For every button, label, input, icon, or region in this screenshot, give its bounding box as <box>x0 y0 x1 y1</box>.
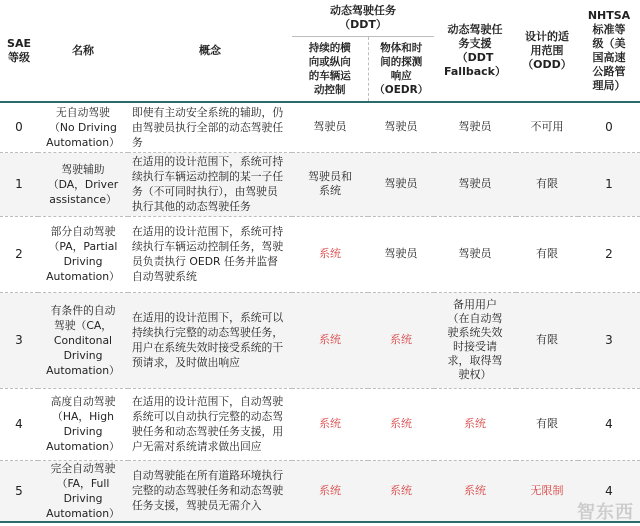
row-nhtsa: 0 <box>605 120 613 135</box>
col-odd: 设计的适 用范围 （ODD） <box>522 29 572 71</box>
row-fallback: 驾驶员 <box>434 152 516 216</box>
table-row <box>0 460 640 522</box>
row-level: 4 <box>0 388 38 460</box>
row-nhtsa: 1 <box>578 152 640 216</box>
row-fallback: 驾驶员 <box>434 216 516 292</box>
table-row <box>0 388 640 460</box>
row-oedr: 系统 <box>368 460 434 522</box>
row-fallback: 驾驶员 <box>458 120 492 134</box>
row-name: 无自动驾驶 （No Driving Automation） <box>46 105 120 149</box>
row-nhtsa: 4 <box>578 388 640 460</box>
row-nhtsa: 2 <box>578 216 640 292</box>
row-name: 驾驶辅助 （DA，Driver assistance） <box>38 152 128 216</box>
row-concept: 即使有主动安全系统的辅助，仍 由驾驶员执行全部的动态驾驶任 务 <box>132 105 284 149</box>
row-oedr: 系统 <box>368 292 434 388</box>
table-row <box>0 216 640 292</box>
col-ddt-motion-control: 持续的横 向或纵向 的车辆运 动控制 <box>308 41 351 96</box>
row-name: 高度自动驾驶 （HA，High Driving Automation） <box>38 388 128 460</box>
row-odd: 不可用 <box>530 120 564 134</box>
row-motion-control: 驾驶员和 系统 <box>292 152 368 216</box>
row-fallback: 备用用户 （在自动驾 驶系统失效 时接受请 求，取得驾 驶权） <box>434 292 516 388</box>
row-oedr: 驾驶员 <box>368 216 434 292</box>
table-row <box>0 152 640 216</box>
row-concept: 在适用的设计范围下，系统可持 续执行车辆运动控制的某一子任 务（不可同时执行），由驾驶员 执行其他的动态驾驶任务 <box>128 152 292 216</box>
row-nhtsa: 4 <box>578 460 640 522</box>
row-level: 0 <box>15 120 23 135</box>
col-ddt-oedr: 物体和时 间的探测 响应 （OEDR） <box>368 36 434 102</box>
row-name: 完全自动驾驶 （FA，Full Driving Automation） <box>38 460 128 522</box>
row-nhtsa: 3 <box>578 292 640 388</box>
row-odd: 有限 <box>516 216 578 292</box>
row-odd: 有限 <box>516 292 578 388</box>
row-oedr: 驾驶员 <box>368 152 434 216</box>
row-oedr: 驾驶员 <box>384 120 418 134</box>
row-motion-control: 系统 <box>292 292 368 388</box>
row-level: 5 <box>0 460 38 522</box>
table-row <box>0 292 640 388</box>
row-concept: 在适用的设计范围下，自动驾驶 系统可以自动执行完整的动态驾 驶任务和动态驾驶任务支援，用 户无需对系统请求做出回应 <box>128 388 292 460</box>
col-concept: 概念 <box>199 43 221 57</box>
row-oedr: 系统 <box>368 388 434 460</box>
row-odd: 无限制 <box>516 460 578 522</box>
row-motion-control: 系统 <box>292 216 368 292</box>
col-sae-level: SAE 等级 <box>7 36 31 64</box>
watermark-logo: 智东西 <box>577 502 634 523</box>
col-nhtsa: NHTSA 标准等 级（美 国高速 公路管 理局） <box>587 8 631 92</box>
row-fallback: 系统 <box>434 460 516 522</box>
row-motion-control: 系统 <box>292 460 368 522</box>
row-name: 部分自动驾驶 （PA，Partial Driving Automation） <box>38 216 128 292</box>
row-concept: 在适用的设计范围下，系统可持 续执行车辆运动控制任务，驾驶 员负责执行 OEDR 任务并监督 自动驾驶系统 <box>128 216 292 292</box>
row-name: 有条件的自动 驾驶（CA， Conditonal Driving Automation） <box>38 292 128 388</box>
col-name: 名称 <box>72 43 94 57</box>
table-row <box>0 102 640 152</box>
row-motion-control: 驾驶员 <box>313 120 347 134</box>
row-concept: 在适用的设计范围下，系统可以 持续执行完整的动态驾驶任务， 用户在系统失效时接受系统的干 预请求，及时做出响应 <box>128 292 292 388</box>
row-level: 2 <box>0 216 38 292</box>
row-level: 3 <box>0 292 38 388</box>
row-odd: 有限 <box>516 388 578 460</box>
row-level: 1 <box>0 152 38 216</box>
row-odd: 有限 <box>516 152 578 216</box>
row-concept: 自动驾驶能在所有道路环境执行 完整的动态驾驶任务和动态驾驶 任务支援，驾驶员无需介入 <box>128 460 292 522</box>
row-motion-control: 系统 <box>292 388 368 460</box>
row-fallback: 系统 <box>434 388 516 460</box>
col-fallback: 动态驾驶任 务支援 （DDT Fallback） <box>444 22 506 78</box>
col-ddt: 动态驾驶任务 （DDT） <box>292 0 434 36</box>
